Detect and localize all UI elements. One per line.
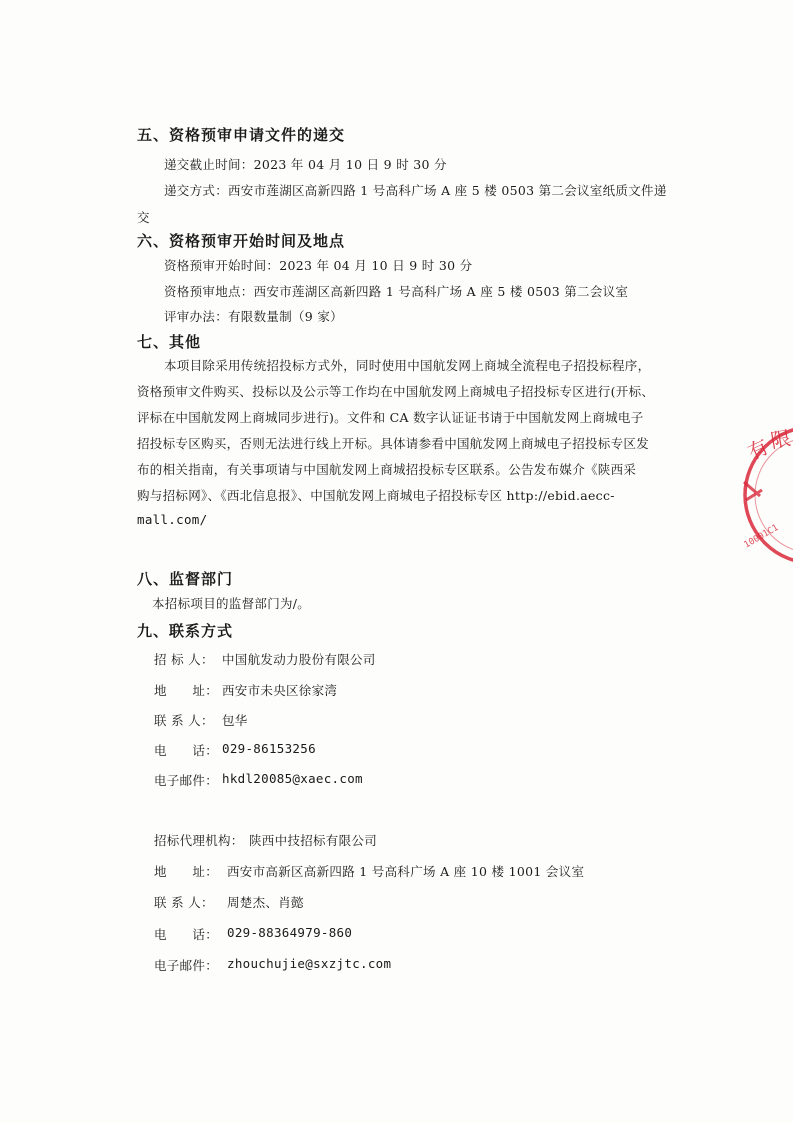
agency-address: 西安市高新区高新四路 1 号高科广场 A 座 10 楼 1001 会议室 (227, 864, 585, 879)
svg-text:限: 限 (768, 425, 793, 453)
company-seal (738, 420, 793, 570)
section-8-heading: 八、监督部门 (137, 570, 234, 588)
tenderer-contact-label: 联 系 人： (154, 713, 214, 728)
tenderer-email: hkdl20085@xaec.com (222, 771, 363, 786)
other-line-7: mall.com/ (137, 512, 208, 527)
agency-phone-label: 电 话： (154, 927, 219, 942)
supervision-text: 本招标项目的监督部门为/。 (152, 596, 311, 611)
tenderer-address: 西安市未央区徐家湾 (222, 683, 338, 698)
svg-text:10001C1: 10001C1 (742, 522, 781, 551)
agency-label: 招标代理机构： (154, 833, 244, 848)
tenderer-phone: 029-86153256 (222, 741, 316, 756)
agency-address-label: 地 址： (154, 864, 219, 879)
svg-text:有: 有 (743, 434, 773, 465)
tenderer-contact: 包华 (222, 713, 248, 728)
section-9-heading: 九、联系方式 (137, 622, 234, 640)
tenderer-label: 招 标 人： (154, 652, 214, 667)
other-line-5: 布的相关指南，有关事项请与中国航发网上商城招投标专区联系。公告发布媒介《陕西采 (137, 462, 637, 477)
other-line-3: 评标在中国航发网上商城同步进行)。文件和 CA 数字认证证书请于中国航发网上商城电子 (137, 410, 644, 425)
tenderer-email-label: 电子邮件： (154, 773, 219, 788)
submission-method: 递交方式：西安市莲湖区高新四路 1 号高科广场 A 座 5 楼 0503 第二会议室纸质文件递 (164, 183, 667, 198)
tenderer-address-label: 地 址： (154, 683, 219, 698)
submission-deadline: 递交截止时间：2023 年 04 月 10 日 9 时 30 分 (164, 157, 447, 172)
seal-graphic (738, 420, 793, 570)
other-line-4: 招投标专区购买，否则无法进行线上开标。具体请参看中国航发网上商城电子招投标专区发 (137, 436, 650, 451)
prequal-start-time: 资格预审开始时间：2023 年 04 月 10 日 9 时 30 分 (164, 258, 473, 273)
prequal-location: 资格预审地点：西安市莲湖区高新四路 1 号高科广场 A 座 5 楼 0503 第二会议室 (164, 284, 629, 299)
section-7-heading: 七、其他 (137, 333, 202, 351)
tenderer-phone-label: 电 话： (154, 743, 219, 758)
section-6-heading: 六、资格预审开始时间及地点 (137, 232, 346, 250)
agency-contact-label: 联 系 人： (154, 895, 214, 910)
tenderer-name: 中国航发动力股份有限公司 (222, 652, 376, 667)
other-line-2: 资格预审文件购买、投标以及公示等工作均在中国航发网上商城电子招投标专区进行(开标、 (137, 384, 655, 399)
agency-email: zhouchujie@sxzjtc.com (227, 956, 392, 971)
section-5-heading: 五、资格预审申请文件的递交 (137, 126, 346, 144)
agency-contact: 周楚杰、肖懿 (227, 895, 304, 910)
agency-email-label: 电子邮件： (154, 958, 219, 973)
other-line-6: 购与招标网》、《西北信息报》、中国航发网上商城电子招投标专区 http://ebid.aecc- (137, 488, 615, 503)
agency-name: 陕西中技招标有限公司 (249, 833, 378, 848)
agency-phone: 029-88364979-860 (227, 925, 353, 940)
submission-method-cont: 交 (137, 210, 150, 225)
other-line-1: 本项目除采用传统招投标方式外，同时使用中国航发网上商城全流程电子招投标程序， (164, 358, 651, 373)
evaluation-method: 评审办法：有限数量制（9 家） (164, 309, 343, 324)
